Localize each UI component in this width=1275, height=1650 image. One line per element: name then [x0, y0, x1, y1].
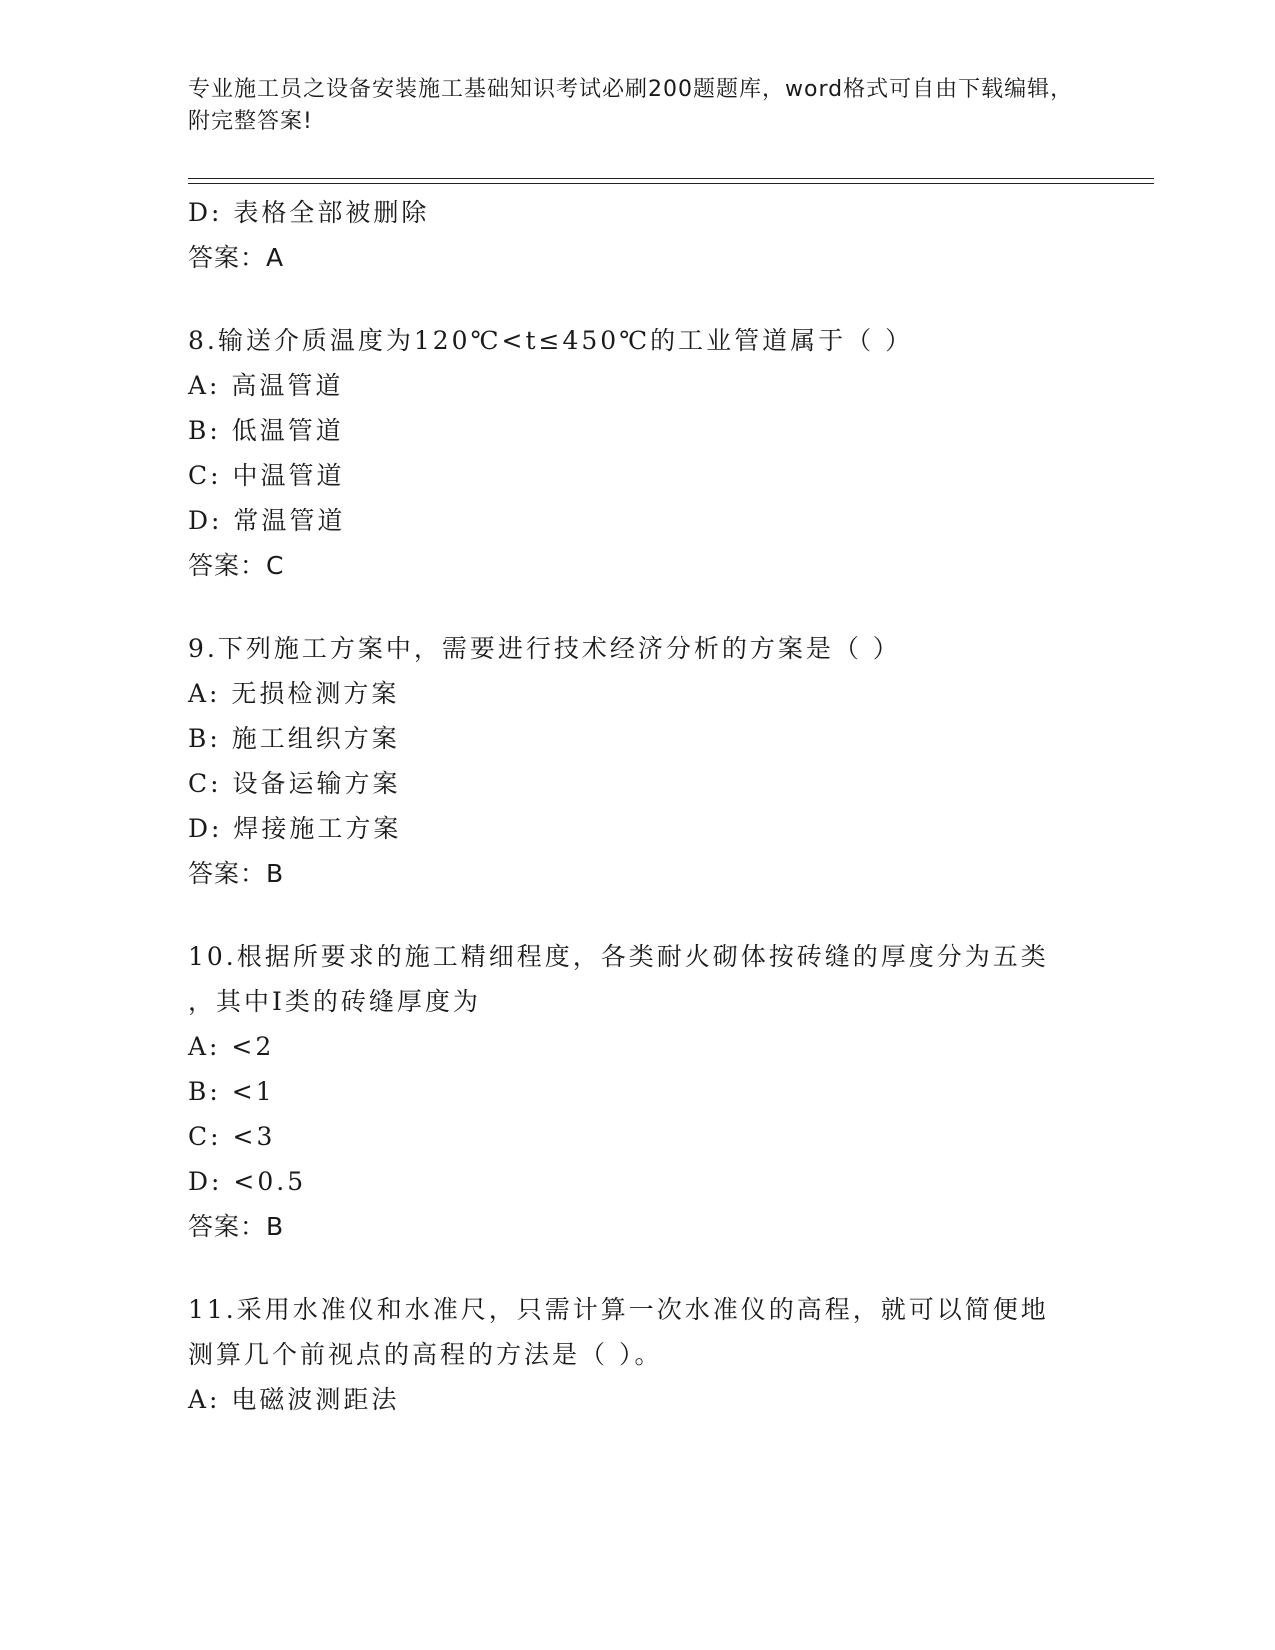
option-d: D: <0.5 [188, 1167, 307, 1196]
option-c: C: 中温管道 [188, 461, 345, 490]
question-stem: 9.下列施工方案中，需要进行技术经济分析的方案是（ ） [188, 634, 901, 663]
option-d: D: 表格全部被删除 [188, 198, 430, 227]
answer-label: 答案：B [188, 1212, 285, 1241]
answer-label: 答案：B [188, 859, 285, 888]
question-stem-line-2: ，其中Ⅰ类的砖缝厚度为 [188, 987, 481, 1016]
option-a: A: 电磁波测距法 [188, 1385, 400, 1414]
option-b: B: 施工组织方案 [188, 724, 400, 753]
question-stem-line-1: 11.采用水准仪和水准尺，只需计算一次水准仪的高程，就可以简便地 [188, 1295, 1049, 1324]
header-divider-top [188, 178, 1154, 179]
question-stem-line-1: 10.根据所要求的施工精细程度，各类耐火砌体按砖缝的厚度分为五类 [188, 942, 1049, 971]
option-d: D: 焊接施工方案 [188, 814, 402, 843]
option-a: A: <2 [188, 1032, 275, 1061]
page-header: 专业施工员之设备安装施工基础知识考试必刷200题题库，word格式可自由下载编辑，附完整答案! [188, 77, 1074, 134]
option-b: B: 低温管道 [188, 416, 344, 445]
answer-label: 答案：C [188, 551, 285, 580]
option-c: C: 设备运输方案 [188, 769, 401, 798]
header-divider-bottom [188, 183, 1154, 184]
option-d: D: 常温管道 [188, 506, 346, 535]
option-b: B: <1 [188, 1077, 275, 1106]
answer-label: 答案：A [188, 243, 285, 272]
option-c: C: <3 [188, 1122, 276, 1151]
option-a: A: 无损检测方案 [188, 679, 400, 708]
question-list [188, 190, 1088, 1422]
option-a: A: 高温管道 [188, 371, 344, 400]
question-stem-line-2: 测算几个前视点的高程的方法是（ ）。 [188, 1340, 663, 1369]
question-stem: 8.输送介质温度为120℃<t≤450℃的工业管道属于（ ） [188, 326, 914, 355]
